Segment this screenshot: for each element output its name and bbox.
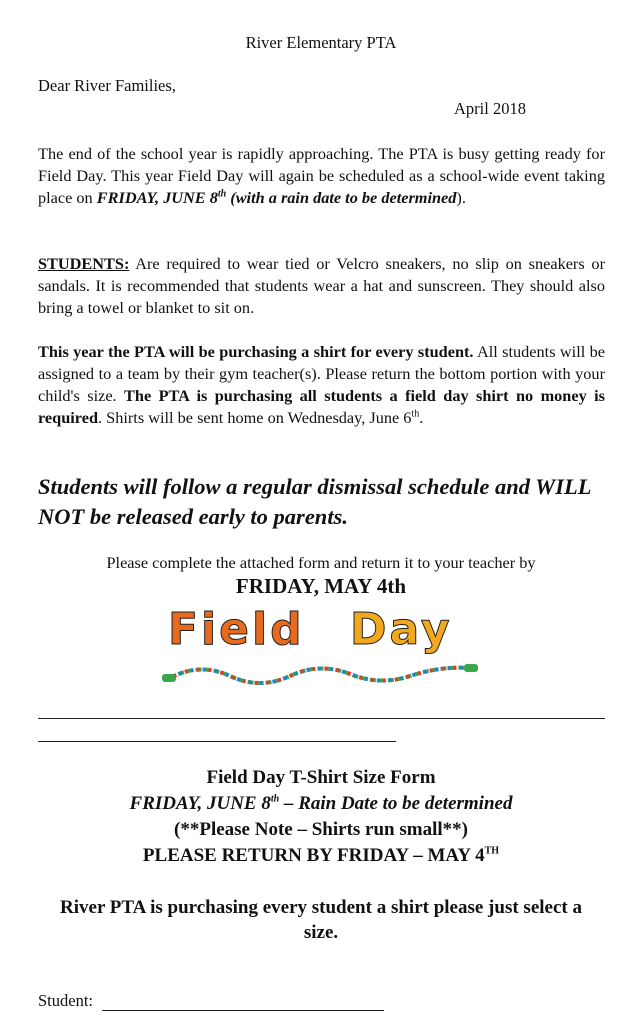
logo-word-day: Day xyxy=(350,604,453,655)
intro-paragraph xyxy=(38,143,605,209)
intro-text: The end of the school year is rapidly approaching. The PTA is busy getting ready for Field Day. This year Field Day will again be scheduled as a school-wide event taking place on xyxy=(38,144,605,207)
purchase-note: River PTA is purchasing every student a shirt please just select a size. xyxy=(60,897,582,943)
logo-word-field: Field xyxy=(168,604,305,655)
shirt-text-1: All students will be assigned to a team by their gym teacher(s). Please return the bottom portion with your child's size. xyxy=(38,342,605,405)
salutation: Dear River Families, xyxy=(38,76,176,95)
student-label: Student: xyxy=(38,991,94,1010)
intro-end: ). xyxy=(456,188,466,207)
form-date-line xyxy=(0,793,642,815)
shirt-paragraph xyxy=(38,341,605,429)
cut-line-1 xyxy=(38,718,605,719)
field-day-logo xyxy=(160,600,480,692)
shirt-date-suffix: th xyxy=(411,408,420,420)
students-label: STUDENTS: xyxy=(38,254,130,273)
form-note: (**Please Note – Shirts run small**) xyxy=(174,819,468,840)
form-return-text: PLEASE RETURN BY FRIDAY – MAY 4 xyxy=(142,845,485,866)
shirt-bold-2: The PTA is purchasing all students a field day shirt no money is required xyxy=(38,386,605,427)
form-rain-date: – Rain Date to be determined xyxy=(279,793,513,814)
rain-date-note: (with a rain date to be determined xyxy=(226,188,457,207)
shirt-bold-1: This year the PTA will be purchasing a shirt for every student. xyxy=(38,342,474,361)
letter-date: April 2018 xyxy=(454,99,526,118)
student-name-field[interactable] xyxy=(102,1010,384,1011)
dismissal-notice: Students will follow a regular dismissal schedule and WILL NOT be released early to parents. xyxy=(38,474,591,529)
jump-rope-icon xyxy=(160,656,480,692)
shirt-end: . xyxy=(419,408,424,427)
form-return-suffix: TH xyxy=(484,845,500,857)
return-deadline: FRIDAY, MAY 4th xyxy=(235,574,407,598)
form-date-suffix: th xyxy=(270,793,280,805)
cut-line-2 xyxy=(38,741,396,742)
students-text: Are required to wear tied or Velcro sneakers, no slip on sneakers or sandals. It is recommended that students wear a hat and sunscreen. They should also bring a towel or blanket to sit on. xyxy=(38,254,605,317)
event-date-suffix: th xyxy=(217,188,227,200)
event-date: FRIDAY, JUNE 8 xyxy=(96,188,218,207)
return-instruction: Please complete the attached form and return it to your teacher by xyxy=(106,553,536,572)
form-date: FRIDAY, JUNE 8 xyxy=(129,793,271,814)
shirt-text-2: . Shirts will be sent home on Wednesday, June 6 xyxy=(98,408,412,427)
students-paragraph xyxy=(38,253,605,319)
org-title: River Elementary PTA xyxy=(245,33,397,52)
form-title: Field Day T-Shirt Size Form xyxy=(206,767,436,788)
form-return-line xyxy=(0,845,642,867)
